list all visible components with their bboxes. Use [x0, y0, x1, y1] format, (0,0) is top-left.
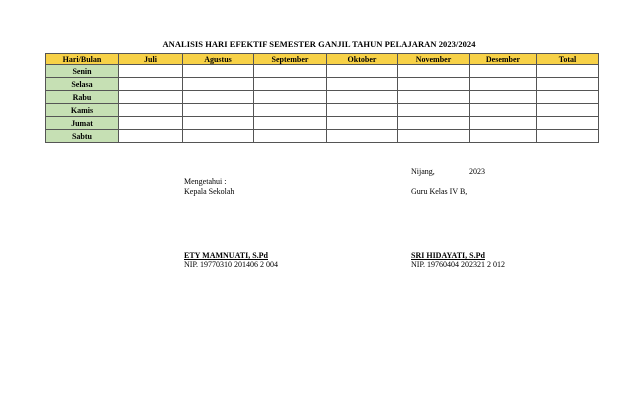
table-cell: [470, 104, 537, 117]
header-cell: Hari/Bulan: [46, 54, 119, 65]
table-cell: [183, 78, 254, 91]
day-label: Senin: [46, 65, 119, 78]
table-cell: [398, 117, 470, 130]
teacher-name: SRI HIDAYATI, S.Pd: [411, 251, 485, 260]
table-cell: [183, 117, 254, 130]
teacher-nip: NIP. 19760404 202321 2 012: [411, 260, 506, 269]
table-cell: [254, 130, 327, 143]
principal-nip: NIP. 19770310 201406 2 004: [184, 260, 279, 269]
table-row: [46, 104, 599, 117]
table-cell: [119, 65, 183, 78]
table-cell: [470, 91, 537, 104]
table-cell: [254, 104, 327, 117]
table-cell: [254, 117, 327, 130]
principal-role: Kepala Sekolah: [184, 187, 235, 196]
place-label: Nijang,: [411, 167, 435, 176]
acknowledge-label: Mengetahui :: [184, 177, 227, 186]
table-cell: [537, 65, 599, 78]
header-cell: Juli: [119, 54, 183, 65]
table-row: [46, 78, 599, 91]
table-cell: [537, 91, 599, 104]
table-cell: [327, 104, 398, 117]
table-row: [46, 130, 599, 143]
table-cell: [398, 78, 470, 91]
table-cell: [537, 130, 599, 143]
header-cell: Desember: [470, 54, 537, 65]
table-cell: [119, 117, 183, 130]
table-cell: [183, 91, 254, 104]
table-cell: [327, 65, 398, 78]
table-cell: [327, 117, 398, 130]
effective-days-table: [45, 53, 599, 143]
table-cell: [254, 65, 327, 78]
table-cell: [537, 117, 599, 130]
table-cell: [470, 65, 537, 78]
table-cell: [398, 65, 470, 78]
table-cell: [327, 78, 398, 91]
table-cell: [537, 78, 599, 91]
table-row: [46, 65, 599, 78]
day-label: Jumat: [46, 117, 119, 130]
table-row: [46, 91, 599, 104]
table-cell: [470, 130, 537, 143]
table-cell: [327, 91, 398, 104]
header-cell: November: [398, 54, 470, 65]
table-cell: [119, 104, 183, 117]
table-cell: [254, 91, 327, 104]
table-cell: [183, 104, 254, 117]
table-cell: [398, 91, 470, 104]
teacher-role: Guru Kelas IV B,: [411, 187, 468, 196]
table-cell: [398, 104, 470, 117]
table-cell: [119, 78, 183, 91]
table-row: [46, 117, 599, 130]
principal-name: ETY MAMNUATI, S.Pd: [184, 251, 269, 260]
page-title: ANALISIS HARI EFEKTIF SEMESTER GANJIL TAHUN PELAJARAN 2023/2024: [162, 39, 476, 49]
day-label: Selasa: [46, 78, 119, 91]
day-label: Kamis: [46, 104, 119, 117]
day-label: Sabtu: [46, 130, 119, 143]
header-cell: Oktober: [327, 54, 398, 65]
header-cell: Agustus: [183, 54, 254, 65]
table-cell: [183, 130, 254, 143]
table-cell: [119, 91, 183, 104]
table-cell: [183, 65, 254, 78]
table-header-row: [46, 54, 599, 65]
table-cell: [398, 130, 470, 143]
table-cell: [537, 104, 599, 117]
year-label: 2023: [469, 167, 485, 176]
day-label: Rabu: [46, 91, 119, 104]
table-cell: [470, 117, 537, 130]
header-cell: Total: [537, 54, 599, 65]
table-cell: [470, 78, 537, 91]
table-cell: [254, 78, 327, 91]
header-cell: September: [254, 54, 327, 65]
table-cell: [119, 130, 183, 143]
table-cell: [327, 130, 398, 143]
